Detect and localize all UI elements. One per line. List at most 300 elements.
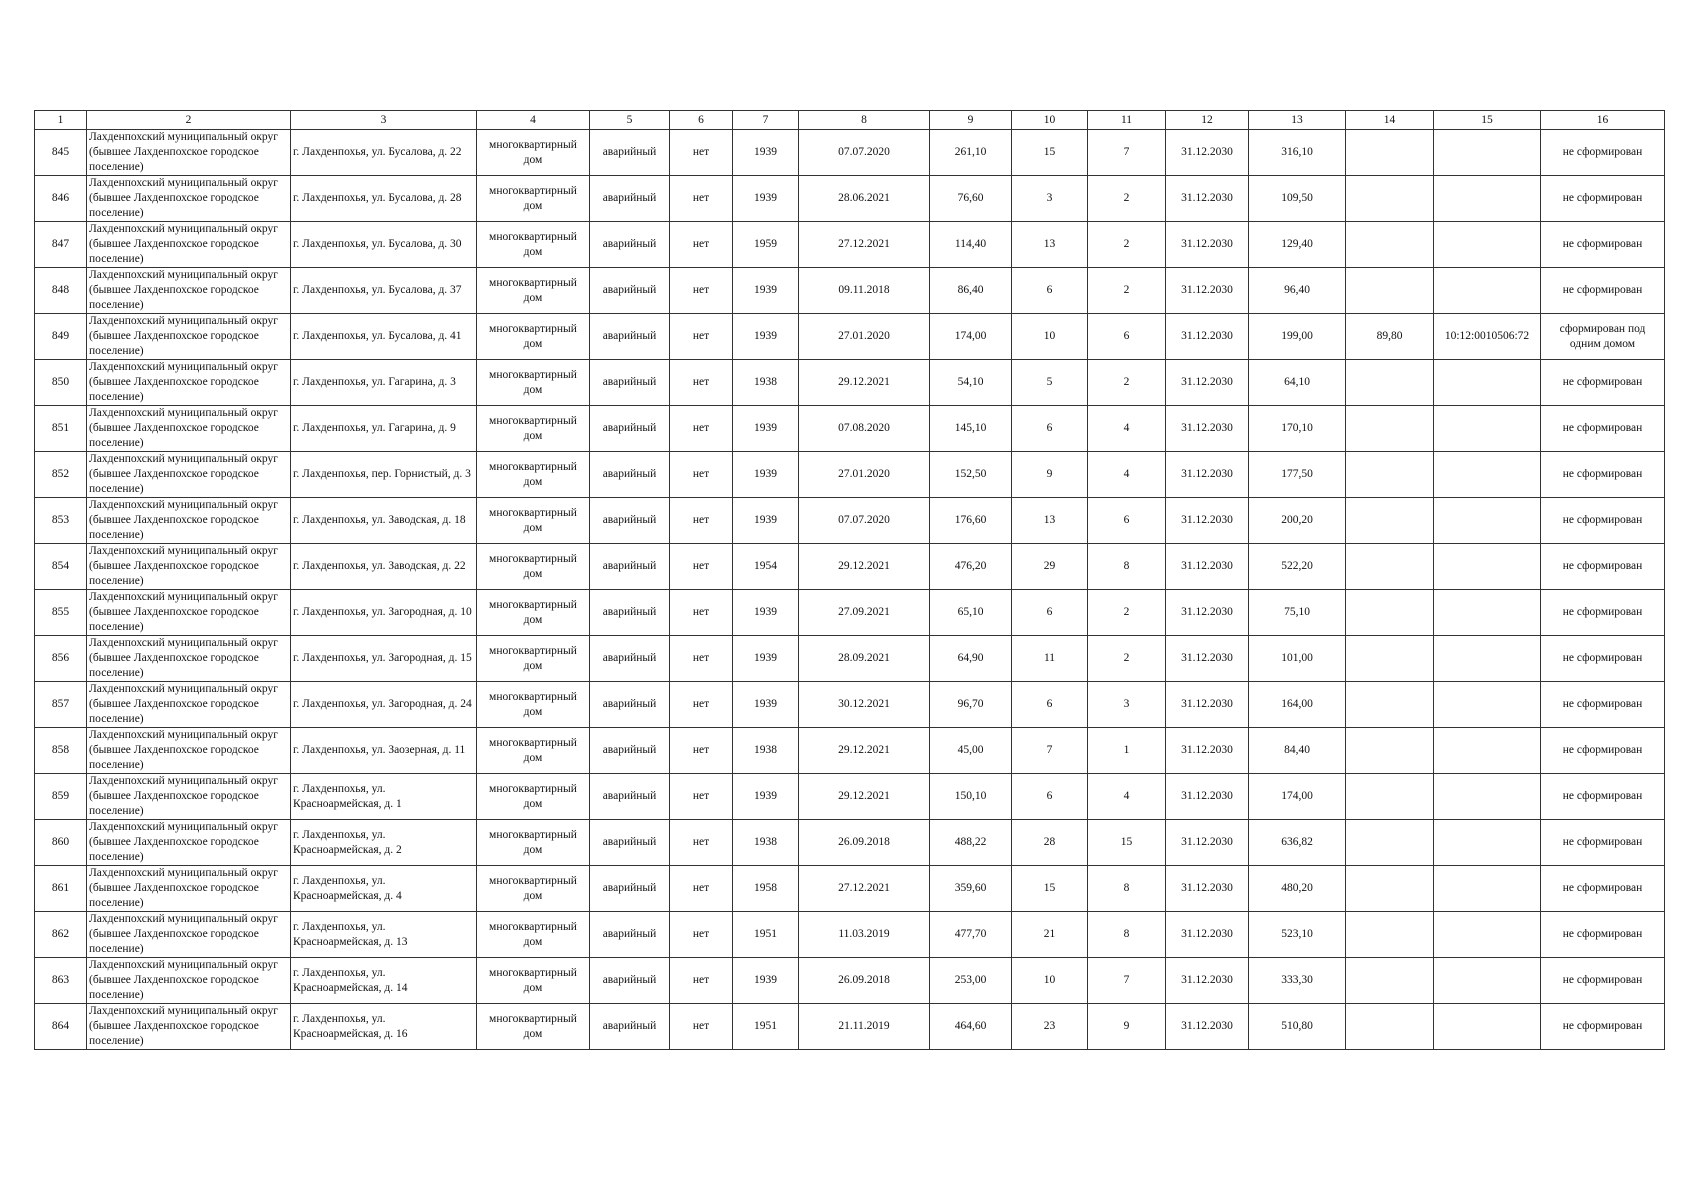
land-area-cell — [1346, 176, 1434, 222]
condition-cell: аварийный — [590, 728, 670, 774]
table-row — [35, 176, 1665, 222]
land-status-cell: не сформирован — [1541, 1004, 1665, 1050]
flag-cell: нет — [670, 498, 733, 544]
condition-cell: аварийный — [590, 774, 670, 820]
table-row — [35, 682, 1665, 728]
condition-cell: аварийный — [590, 314, 670, 360]
total-area-cell: 129,40 — [1249, 222, 1346, 268]
resettlement-deadline-cell: 31.12.2030 — [1166, 682, 1249, 728]
decision-date-cell: 27.12.2021 — [799, 866, 930, 912]
row-number-cell: 861 — [35, 866, 87, 912]
year-built-cell: 1939 — [733, 268, 799, 314]
land-status-cell: не сформирован — [1541, 912, 1665, 958]
flag-cell: нет — [670, 774, 733, 820]
total-area-cell: 101,00 — [1249, 636, 1346, 682]
total-area-cell: 480,20 — [1249, 866, 1346, 912]
building-type-cell: многоквартирный дом — [477, 866, 590, 912]
year-built-cell: 1938 — [733, 360, 799, 406]
housing-register-table — [34, 110, 1665, 1050]
cadastral-number-cell — [1434, 360, 1541, 406]
apartments-count-cell: 4 — [1088, 406, 1166, 452]
flag-cell: нет — [670, 866, 733, 912]
flag-cell: нет — [670, 544, 733, 590]
condition-cell: аварийный — [590, 820, 670, 866]
land-status-cell: не сформирован — [1541, 590, 1665, 636]
building-type-cell: многоквартирный дом — [477, 360, 590, 406]
year-built-cell: 1939 — [733, 498, 799, 544]
flag-cell: нет — [670, 636, 733, 682]
municipality-cell: Лахденпохский муниципальный округ (бывшее Лахденпохское городское поселение) — [87, 314, 291, 360]
apartments-count-cell: 2 — [1088, 636, 1166, 682]
resettlement-deadline-cell: 31.12.2030 — [1166, 636, 1249, 682]
apartments-count-cell: 2 — [1088, 268, 1166, 314]
cadastral-number-cell — [1434, 636, 1541, 682]
cadastral-number-cell — [1434, 958, 1541, 1004]
row-number-cell: 845 — [35, 130, 87, 176]
apartments-count-cell: 8 — [1088, 912, 1166, 958]
year-built-cell: 1939 — [733, 130, 799, 176]
table-row — [35, 820, 1665, 866]
land-status-cell: не сформирован — [1541, 820, 1665, 866]
resettlement-deadline-cell: 31.12.2030 — [1166, 406, 1249, 452]
cadastral-number-cell — [1434, 590, 1541, 636]
condition-cell: аварийный — [590, 268, 670, 314]
table-row — [35, 774, 1665, 820]
resettlement-deadline-cell: 31.12.2030 — [1166, 590, 1249, 636]
apartments-count-cell: 6 — [1088, 314, 1166, 360]
resettlement-deadline-cell: 31.12.2030 — [1166, 1004, 1249, 1050]
residents-count-cell: 6 — [1012, 268, 1088, 314]
flag-cell: нет — [670, 360, 733, 406]
resettlement-deadline-cell: 31.12.2030 — [1166, 176, 1249, 222]
decision-date-cell: 26.09.2018 — [799, 958, 930, 1004]
municipality-cell: Лахденпохский муниципальный округ (бывшее Лахденпохское городское поселение) — [87, 544, 291, 590]
apartments-count-cell: 2 — [1088, 360, 1166, 406]
municipality-cell: Лахденпохский муниципальный округ (бывшее Лахденпохское городское поселение) — [87, 912, 291, 958]
decision-date-cell: 27.09.2021 — [799, 590, 930, 636]
building-type-cell: многоквартирный дом — [477, 268, 590, 314]
building-type-cell: многоквартирный дом — [477, 728, 590, 774]
table-row — [35, 360, 1665, 406]
total-area-cell: 200,20 — [1249, 498, 1346, 544]
condition-cell: аварийный — [590, 958, 670, 1004]
condition-cell: аварийный — [590, 360, 670, 406]
residents-count-cell: 6 — [1012, 590, 1088, 636]
resettlement-deadline-cell: 31.12.2030 — [1166, 130, 1249, 176]
cadastral-number-cell — [1434, 544, 1541, 590]
condition-cell: аварийный — [590, 452, 670, 498]
cadastral-number-cell — [1434, 268, 1541, 314]
condition-cell: аварийный — [590, 406, 670, 452]
year-built-cell: 1951 — [733, 912, 799, 958]
apartments-count-cell: 7 — [1088, 958, 1166, 1004]
address-cell: г. Лахденпохья, ул. Загородная, д. 15 — [291, 636, 477, 682]
building-type-cell: многоквартирный дом — [477, 774, 590, 820]
cadastral-number-cell — [1434, 912, 1541, 958]
total-area-cell: 177,50 — [1249, 452, 1346, 498]
total-area-cell: 170,10 — [1249, 406, 1346, 452]
municipality-cell: Лахденпохский муниципальный округ (бывшее Лахденпохское городское поселение) — [87, 774, 291, 820]
building-type-cell: многоквартирный дом — [477, 130, 590, 176]
building-type-cell: многоквартирный дом — [477, 544, 590, 590]
decision-date-cell: 27.01.2020 — [799, 452, 930, 498]
flag-cell: нет — [670, 728, 733, 774]
apartments-count-cell: 8 — [1088, 544, 1166, 590]
row-number-cell: 850 — [35, 360, 87, 406]
land-status-cell: не сформирован — [1541, 636, 1665, 682]
year-built-cell: 1939 — [733, 406, 799, 452]
residents-count-cell: 13 — [1012, 222, 1088, 268]
resettlement-deadline-cell: 31.12.2030 — [1166, 912, 1249, 958]
land-status-cell: не сформирован — [1541, 268, 1665, 314]
condition-cell: аварийный — [590, 1004, 670, 1050]
total-area-cell: 109,50 — [1249, 176, 1346, 222]
year-built-cell: 1939 — [733, 452, 799, 498]
building-type-cell: многоквартирный дом — [477, 452, 590, 498]
table-row — [35, 590, 1665, 636]
building-type-cell: многоквартирный дом — [477, 912, 590, 958]
flag-cell: нет — [670, 1004, 733, 1050]
address-cell: г. Лахденпохья, пер. Горнистый, д. 3 — [291, 452, 477, 498]
building-type-cell: многоквартирный дом — [477, 498, 590, 544]
flag-cell: нет — [670, 682, 733, 728]
cadastral-number-cell — [1434, 866, 1541, 912]
area-cell: 96,70 — [930, 682, 1012, 728]
total-area-cell: 164,00 — [1249, 682, 1346, 728]
land-status-cell: не сформирован — [1541, 176, 1665, 222]
cadastral-number-cell — [1434, 176, 1541, 222]
column-header-16: 16 — [1541, 111, 1665, 130]
year-built-cell: 1959 — [733, 222, 799, 268]
cadastral-number-cell — [1434, 452, 1541, 498]
row-number-cell: 858 — [35, 728, 87, 774]
decision-date-cell: 30.12.2021 — [799, 682, 930, 728]
table-row — [35, 268, 1665, 314]
flag-cell: нет — [670, 958, 733, 1004]
flag-cell: нет — [670, 590, 733, 636]
column-header-9: 9 — [930, 111, 1012, 130]
decision-date-cell: 28.09.2021 — [799, 636, 930, 682]
decision-date-cell: 27.01.2020 — [799, 314, 930, 360]
resettlement-deadline-cell: 31.12.2030 — [1166, 958, 1249, 1004]
row-number-cell: 859 — [35, 774, 87, 820]
land-area-cell — [1346, 820, 1434, 866]
row-number-cell: 854 — [35, 544, 87, 590]
land-status-cell: не сформирован — [1541, 774, 1665, 820]
flag-cell: нет — [670, 912, 733, 958]
apartments-count-cell: 8 — [1088, 866, 1166, 912]
year-built-cell: 1939 — [733, 774, 799, 820]
apartments-count-cell: 4 — [1088, 774, 1166, 820]
column-header-3: 3 — [291, 111, 477, 130]
land-area-cell — [1346, 360, 1434, 406]
resettlement-deadline-cell: 31.12.2030 — [1166, 774, 1249, 820]
land-area-cell — [1346, 912, 1434, 958]
decision-date-cell: 09.11.2018 — [799, 268, 930, 314]
condition-cell: аварийный — [590, 590, 670, 636]
land-area-cell — [1346, 1004, 1434, 1050]
total-area-cell: 174,00 — [1249, 774, 1346, 820]
resettlement-deadline-cell: 31.12.2030 — [1166, 544, 1249, 590]
municipality-cell: Лахденпохский муниципальный округ (бывшее Лахденпохское городское поселение) — [87, 590, 291, 636]
cadastral-number-cell: 10:12:0010506:72 — [1434, 314, 1541, 360]
land-status-cell: сформирован под одним домом — [1541, 314, 1665, 360]
row-number-cell: 847 — [35, 222, 87, 268]
decision-date-cell: 26.09.2018 — [799, 820, 930, 866]
residents-count-cell: 21 — [1012, 912, 1088, 958]
cadastral-number-cell — [1434, 498, 1541, 544]
resettlement-deadline-cell: 31.12.2030 — [1166, 222, 1249, 268]
land-area-cell — [1346, 268, 1434, 314]
condition-cell: аварийный — [590, 636, 670, 682]
decision-date-cell: 07.07.2020 — [799, 498, 930, 544]
table-row — [35, 222, 1665, 268]
total-area-cell: 523,10 — [1249, 912, 1346, 958]
year-built-cell: 1939 — [733, 958, 799, 1004]
row-number-cell: 855 — [35, 590, 87, 636]
table-row — [35, 866, 1665, 912]
area-cell: 152,50 — [930, 452, 1012, 498]
building-type-cell: многоквартирный дом — [477, 406, 590, 452]
total-area-cell: 199,00 — [1249, 314, 1346, 360]
cadastral-number-cell — [1434, 130, 1541, 176]
year-built-cell: 1939 — [733, 176, 799, 222]
table-row — [35, 958, 1665, 1004]
row-number-cell: 862 — [35, 912, 87, 958]
decision-date-cell: 21.11.2019 — [799, 1004, 930, 1050]
cadastral-number-cell — [1434, 222, 1541, 268]
land-status-cell: не сформирован — [1541, 682, 1665, 728]
residents-count-cell: 28 — [1012, 820, 1088, 866]
column-number-header-row — [35, 111, 1665, 130]
building-type-cell: многоквартирный дом — [477, 958, 590, 1004]
total-area-cell: 64,10 — [1249, 360, 1346, 406]
address-cell: г. Лахденпохья, ул. Красноармейская, д. 1 — [291, 774, 477, 820]
decision-date-cell: 29.12.2021 — [799, 728, 930, 774]
resettlement-deadline-cell: 31.12.2030 — [1166, 820, 1249, 866]
land-area-cell — [1346, 406, 1434, 452]
column-header-14: 14 — [1346, 111, 1434, 130]
flag-cell: нет — [670, 268, 733, 314]
row-number-cell: 856 — [35, 636, 87, 682]
land-status-cell: не сформирован — [1541, 958, 1665, 1004]
table-body — [35, 130, 1665, 1050]
land-area-cell — [1346, 682, 1434, 728]
area-cell: 176,60 — [930, 498, 1012, 544]
flag-cell: нет — [670, 406, 733, 452]
table-row — [35, 636, 1665, 682]
table-row — [35, 314, 1665, 360]
building-type-cell: многоквартирный дом — [477, 820, 590, 866]
table-row — [35, 912, 1665, 958]
area-cell: 76,60 — [930, 176, 1012, 222]
apartments-count-cell: 15 — [1088, 820, 1166, 866]
decision-date-cell: 28.06.2021 — [799, 176, 930, 222]
land-status-cell: не сформирован — [1541, 452, 1665, 498]
area-cell: 174,00 — [930, 314, 1012, 360]
address-cell: г. Лахденпохья, ул. Бусалова, д. 41 — [291, 314, 477, 360]
municipality-cell: Лахденпохский муниципальный округ (бывшее Лахденпохское городское поселение) — [87, 360, 291, 406]
apartments-count-cell: 6 — [1088, 498, 1166, 544]
area-cell: 150,10 — [930, 774, 1012, 820]
row-number-cell: 864 — [35, 1004, 87, 1050]
address-cell: г. Лахденпохья, ул. Бусалова, д. 28 — [291, 176, 477, 222]
area-cell: 477,70 — [930, 912, 1012, 958]
total-area-cell: 96,40 — [1249, 268, 1346, 314]
land-status-cell: не сформирован — [1541, 360, 1665, 406]
municipality-cell: Лахденпохский муниципальный округ (бывшее Лахденпохское городское поселение) — [87, 268, 291, 314]
resettlement-deadline-cell: 31.12.2030 — [1166, 360, 1249, 406]
row-number-cell: 863 — [35, 958, 87, 1004]
flag-cell: нет — [670, 176, 733, 222]
building-type-cell: многоквартирный дом — [477, 636, 590, 682]
decision-date-cell: 29.12.2021 — [799, 774, 930, 820]
area-cell: 65,10 — [930, 590, 1012, 636]
land-area-cell — [1346, 590, 1434, 636]
resettlement-deadline-cell: 31.12.2030 — [1166, 728, 1249, 774]
area-cell: 464,60 — [930, 1004, 1012, 1050]
column-header-8: 8 — [799, 111, 930, 130]
row-number-cell: 848 — [35, 268, 87, 314]
year-built-cell: 1954 — [733, 544, 799, 590]
decision-date-cell: 27.12.2021 — [799, 222, 930, 268]
table-row — [35, 498, 1665, 544]
cadastral-number-cell — [1434, 406, 1541, 452]
condition-cell: аварийный — [590, 544, 670, 590]
residents-count-cell: 29 — [1012, 544, 1088, 590]
municipality-cell: Лахденпохский муниципальный округ (бывшее Лахденпохское городское поселение) — [87, 176, 291, 222]
land-area-cell — [1346, 636, 1434, 682]
cadastral-number-cell — [1434, 820, 1541, 866]
year-built-cell: 1939 — [733, 590, 799, 636]
apartments-count-cell: 1 — [1088, 728, 1166, 774]
row-number-cell: 846 — [35, 176, 87, 222]
flag-cell: нет — [670, 222, 733, 268]
land-area-cell — [1346, 728, 1434, 774]
row-number-cell: 860 — [35, 820, 87, 866]
building-type-cell: многоквартирный дом — [477, 682, 590, 728]
table-row — [35, 728, 1665, 774]
building-type-cell: многоквартирный дом — [477, 222, 590, 268]
cadastral-number-cell — [1434, 728, 1541, 774]
building-type-cell: многоквартирный дом — [477, 176, 590, 222]
apartments-count-cell: 4 — [1088, 452, 1166, 498]
municipality-cell: Лахденпохский муниципальный округ (бывшее Лахденпохское городское поселение) — [87, 728, 291, 774]
year-built-cell: 1939 — [733, 314, 799, 360]
table-row — [35, 544, 1665, 590]
apartments-count-cell: 2 — [1088, 176, 1166, 222]
table-row — [35, 452, 1665, 498]
condition-cell: аварийный — [590, 176, 670, 222]
residents-count-cell: 10 — [1012, 958, 1088, 1004]
resettlement-deadline-cell: 31.12.2030 — [1166, 866, 1249, 912]
row-number-cell: 857 — [35, 682, 87, 728]
municipality-cell: Лахденпохский муниципальный округ (бывшее Лахденпохское городское поселение) — [87, 636, 291, 682]
column-header-1: 1 — [35, 111, 87, 130]
residents-count-cell: 9 — [1012, 452, 1088, 498]
row-number-cell: 853 — [35, 498, 87, 544]
decision-date-cell: 11.03.2019 — [799, 912, 930, 958]
apartments-count-cell: 2 — [1088, 222, 1166, 268]
year-built-cell: 1951 — [733, 1004, 799, 1050]
condition-cell: аварийный — [590, 912, 670, 958]
column-header-4: 4 — [477, 111, 590, 130]
land-area-cell: 89,80 — [1346, 314, 1434, 360]
area-cell: 488,22 — [930, 820, 1012, 866]
municipality-cell: Лахденпохский муниципальный округ (бывшее Лахденпохское городское поселение) — [87, 958, 291, 1004]
area-cell: 359,60 — [930, 866, 1012, 912]
address-cell: г. Лахденпохья, ул. Бусалова, д. 37 — [291, 268, 477, 314]
condition-cell: аварийный — [590, 498, 670, 544]
flag-cell: нет — [670, 130, 733, 176]
residents-count-cell: 5 — [1012, 360, 1088, 406]
cadastral-number-cell — [1434, 1004, 1541, 1050]
year-built-cell: 1958 — [733, 866, 799, 912]
area-cell: 54,10 — [930, 360, 1012, 406]
condition-cell: аварийный — [590, 866, 670, 912]
residents-count-cell: 3 — [1012, 176, 1088, 222]
residents-count-cell: 11 — [1012, 636, 1088, 682]
land-area-cell — [1346, 958, 1434, 1004]
building-type-cell: многоквартирный дом — [477, 590, 590, 636]
column-header-5: 5 — [590, 111, 670, 130]
column-header-10: 10 — [1012, 111, 1088, 130]
address-cell: г. Лахденпохья, ул. Красноармейская, д. 4 — [291, 866, 477, 912]
condition-cell: аварийный — [590, 222, 670, 268]
row-number-cell: 849 — [35, 314, 87, 360]
resettlement-deadline-cell: 31.12.2030 — [1166, 268, 1249, 314]
total-area-cell: 316,10 — [1249, 130, 1346, 176]
residents-count-cell: 6 — [1012, 774, 1088, 820]
land-area-cell — [1346, 130, 1434, 176]
address-cell: г. Лахденпохья, ул. Красноармейская, д. 2 — [291, 820, 477, 866]
land-status-cell: не сформирован — [1541, 406, 1665, 452]
area-cell: 145,10 — [930, 406, 1012, 452]
row-number-cell: 852 — [35, 452, 87, 498]
area-cell: 253,00 — [930, 958, 1012, 1004]
address-cell: г. Лахденпохья, ул. Красноармейская, д. 14 — [291, 958, 477, 1004]
decision-date-cell: 29.12.2021 — [799, 544, 930, 590]
cadastral-number-cell — [1434, 774, 1541, 820]
municipality-cell: Лахденпохский муниципальный округ (бывшее Лахденпохское городское поселение) — [87, 130, 291, 176]
residents-count-cell: 13 — [1012, 498, 1088, 544]
decision-date-cell: 07.08.2020 — [799, 406, 930, 452]
year-built-cell: 1938 — [733, 820, 799, 866]
decision-date-cell: 29.12.2021 — [799, 360, 930, 406]
municipality-cell: Лахденпохский муниципальный округ (бывшее Лахденпохское городское поселение) — [87, 866, 291, 912]
apartments-count-cell: 2 — [1088, 590, 1166, 636]
condition-cell: аварийный — [590, 130, 670, 176]
address-cell: г. Лахденпохья, ул. Загородная, д. 24 — [291, 682, 477, 728]
area-cell: 64,90 — [930, 636, 1012, 682]
municipality-cell: Лахденпохский муниципальный округ (бывшее Лахденпохское городское поселение) — [87, 498, 291, 544]
address-cell: г. Лахденпохья, ул. Гагарина, д. 9 — [291, 406, 477, 452]
column-header-7: 7 — [733, 111, 799, 130]
land-area-cell — [1346, 498, 1434, 544]
area-cell: 114,40 — [930, 222, 1012, 268]
municipality-cell: Лахденпохский муниципальный округ (бывшее Лахденпохское городское поселение) — [87, 1004, 291, 1050]
resettlement-deadline-cell: 31.12.2030 — [1166, 452, 1249, 498]
land-area-cell — [1346, 452, 1434, 498]
land-area-cell — [1346, 866, 1434, 912]
column-header-12: 12 — [1166, 111, 1249, 130]
residents-count-cell: 6 — [1012, 406, 1088, 452]
residents-count-cell: 6 — [1012, 682, 1088, 728]
municipality-cell: Лахденпохский муниципальный округ (бывшее Лахденпохское городское поселение) — [87, 820, 291, 866]
area-cell: 86,40 — [930, 268, 1012, 314]
area-cell: 45,00 — [930, 728, 1012, 774]
land-area-cell — [1346, 774, 1434, 820]
